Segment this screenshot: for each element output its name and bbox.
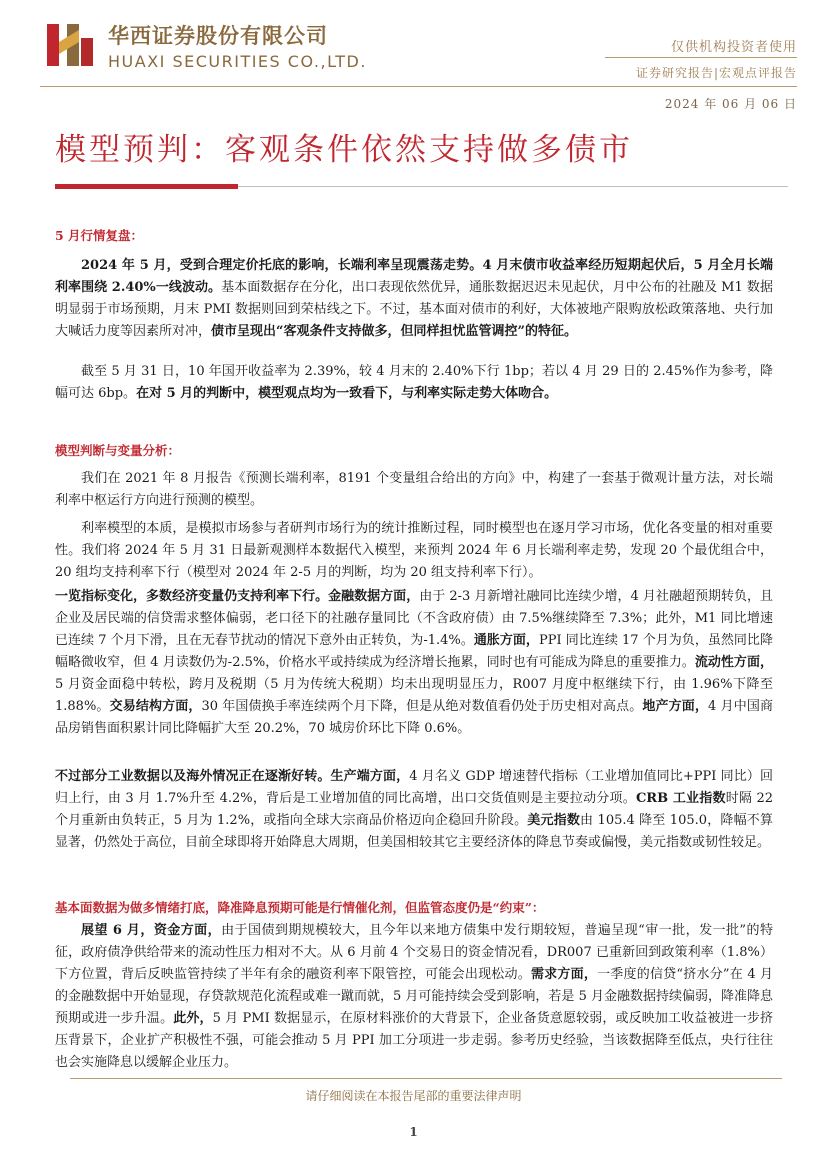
body-text: 5 月资金面稳中转松，跨月及税期（5 月为传统大税期）均未出现明显压力，R007 月度中枢继续下行，由 1.96%下降至 1.88%。: [55, 677, 773, 714]
company-name-en: HUAXI SECURITIES CO.,LTD.: [108, 52, 367, 71]
bold-text: 美元指数: [527, 813, 581, 828]
footer-divider: [70, 1078, 782, 1079]
body-text: PPI 同比连续 17 个月为负，虽然同比降幅略微收窄，但 4 月读数仍为-2.5%，价格水平或持续成为经济增长拖累，同时也有可能成为降息的重要推力。: [55, 633, 773, 670]
body-text: 一季度的信贷“挤水分”在 4 月的金融数据中开始显现，存贷款规范化流程或难一蹴而就，5 月可能持续会受到影响，若是 5 月金融数据持续偏弱，降准降息预期或进一步升温。: [55, 967, 773, 1026]
bold-text: CRB 工业指数: [635, 791, 726, 806]
company-name-cn: 华西证券股份有限公司: [108, 24, 328, 48]
report-title: 模型预判：客观条件依然支持做多债市: [55, 132, 633, 168]
body-text: 5 月 PMI 数据显示，在原材料涨价的大背景下，企业备货意愿较弱，或反映加工收益被进一步挤压背景下，企业扩产积极性不强，可能会推动 5 月 PPI 加工分项进一步走弱。参考历史经验，当该数据降至低点，央行往往也会实施降息以缓解企业压力。: [55, 1011, 773, 1070]
bold-text: 展望 6 月，资金方面，: [81, 923, 222, 938]
bold-text: 交易结构方面，: [109, 699, 202, 714]
report-date: 2024 年 06 月 06 日: [664, 97, 797, 111]
bold-text: 地产方面，: [642, 699, 709, 714]
paragraph: [55, 255, 773, 343]
bold-text: 一览指标变化，多数经济变量仍支持利率下行。金融数据方面，: [55, 589, 420, 604]
section-heading: 基本面数据为做多情绪打底，降准降息预期可能是行情催化剂，但监管态度仍是“约束”：: [55, 900, 545, 915]
paragraph: [55, 518, 773, 584]
bold-text: 债市呈现出“客观条件支持做多，但同样担忧监管调控”的特征。: [211, 324, 577, 339]
bold-text: 需求方面，: [530, 967, 598, 982]
paragraph: [55, 766, 773, 854]
body-text: 由于国债到期规模较大，且今年以来地方债集中发行期较短，普遍呈现“审一批，发一批”的特征，政府债净供给带来的流动性压力相对不大。从 6 月前 4 个交易日的资金情况看，DR007 已重新回到政策利率（1.8%）下方位置，背后反映监管持续了半年有余的融资利率下限管控，可能会出现松动。: [55, 923, 773, 982]
section-heading: 模型判断与变量分析：: [55, 443, 181, 458]
body-text: 由于 2-3 月新增社融同比连续少增，4 月社融超预期转负，且企业及居民端的信贷需求整体偏弱，老口径下的社融存量同比（不含政府债）由 7.5%继续降至 7.3%；此外，M1 同比增速已连续 7 个月下滑，且在无春节扰动的情况下意外由正转负，为-1.4%。: [55, 589, 773, 648]
huaxi-logo: [45, 20, 97, 70]
section-heading: 5 月行情复盘：: [55, 228, 144, 243]
bold-text: 流动性方面，: [694, 655, 773, 670]
paragraph: [55, 468, 773, 512]
bold-text: 不过部分工业数据以及海外情况正在逐渐好转。生产端方面，: [55, 769, 410, 784]
bold-text: 2024 年 5 月，受到合理定价托底的影响，长端利率呈现震荡走势。4 月末债市收益率经历短期起伏后，5 月全月长端利率围绕 2.40%一线波动。: [55, 258, 773, 295]
title-underline: [238, 186, 788, 187]
page-number: 1: [409, 1125, 418, 1139]
audience-note: 仅供机构投资者使用: [670, 40, 797, 55]
title-accent-bar: [55, 184, 238, 189]
paragraph: [55, 586, 773, 740]
body-text: 我们在 2021 年 8 月报告《预测长端利率，8191 个变量组合给出的方向》中，构建了一套基于微观计量方法，对长端利率中枢运行方向进行预测的模型。: [55, 471, 773, 508]
body-text: 30 年国债换手率连续两个月下降，但是从绝对数值看仍处于历史相对高点。: [201, 699, 643, 714]
bold-text: 此外，: [173, 1011, 213, 1026]
bold-text: 通胀方面，: [473, 633, 539, 648]
body-text: 4 月名义 GDP 增速替代指标（工业增加值同比+PPI 同比）回归上行，由 3 月 1.7%升至 4.2%，背后是工业增加值的同比高增，出口交货值则是主要拉动分项。: [55, 769, 773, 806]
report-type: 证券研究报告|宏观点评报告: [635, 66, 797, 80]
legal-notice: 请仔细阅读在本报告尾部的重要法律声明: [305, 1089, 522, 1103]
bold-text: 在对 5 月的判断中，模型观点均为一致看下，与利率实际走势大体吻合。: [136, 386, 558, 401]
body-text: 4 月中国商品房销售面积累计同比降幅扩大至 20.2%，70 城房价环比下降 0.6%。: [55, 699, 773, 736]
paragraph: [55, 920, 773, 1074]
body-text: 时隔 22 个月重新由负转正，5 月为 1.2%，或指向全球大宗商品价格迈向企稳回升阶段。: [55, 791, 773, 828]
header-divider-short: [605, 57, 797, 58]
body-text: 由 105.4 降至 105.0，降幅不算显著，仍然处于高位，目前全球即将开始降息大周期，但美国相较其它主要经济体的降息节奏或偏慢，美元指数或韧性较足。: [55, 813, 773, 850]
body-text: 利率模型的本质，是模拟市场参与者研判市场行为的统计推断过程，同时模型也在逐月学习市场，优化各变量的相对重要性。我们将 2024 年 5 月 31 日最新观测样本数据代入模型，来预判 2024 年 6 月长端利率走势，发现 20 个最优组合中，20 组均支持利率下行（模型对 2024 年 2-5 月的判断，均为 20 组支持利率下行）。: [55, 521, 773, 580]
paragraph: [55, 361, 773, 405]
body-text: 截至 5 月 31 日，10 年国开收益率为 2.39%，较 4 月末的 2.40%下行 1bp；若以 4 月 29 日的 2.45%作为参考，降幅可达 6bp。: [55, 364, 773, 401]
body-text: 基本面数据存在分化，出口表现依然优异，通胀数据迟迟未见起伏，月中公布的社融及 M1 数据明显弱于市场预期，月末 PMI 数据则回到荣枯线之下。不过，基本面对债市的利好，大体被地产限购放松政策落地、央行加大喊话力度等因素所对冲，: [55, 280, 773, 339]
header-divider: [40, 86, 797, 87]
